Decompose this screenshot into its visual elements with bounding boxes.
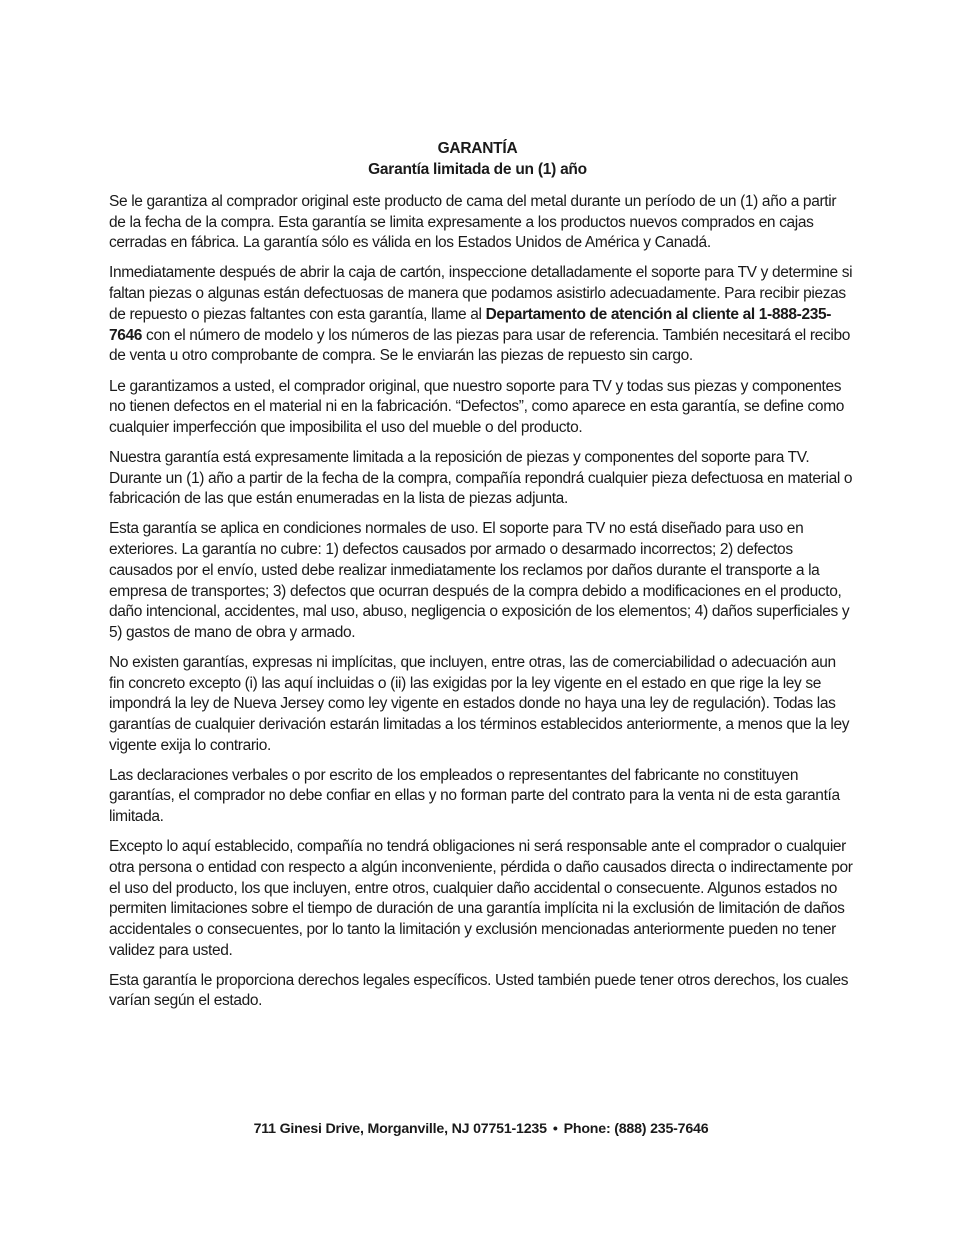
paragraph-inspection (109, 263, 854, 367)
paragraph-liability: Excepto lo aquí establecido, compañía no tendrá obligaciones ni será responsable ante el comprador o cualquier otra persona o entidad con respecto a algún inconveniente, pérdida o daño causados directa o indirectamente por el uso del producto, los que incluyen, entre otros, cualquier daño accidental o consecuente. Algunos estados no permiten limitaciones sobre el tiempo de duración de una garantía implícita ni la exclusión de limitación de daños accidentales o consecuentes, por lo tanto la limitación y exclusión mencionadas anteriormente pueden no tener validez para usted. (109, 838, 853, 959)
paragraph-coverage: Se le garantiza al comprador original este producto de cama del metal durante un período de un (1) año a partir de la fecha de la compra. Esta garantía se limita expresamente a los productos nuevos comprados en cajas cerradas en fábrica. La garantía sólo es válida en los Estados Unidos de América y Canadá. (109, 193, 837, 252)
footer-contact-line (254, 1121, 709, 1137)
page-subtitle: Garantía limitada de un (1) año (368, 161, 587, 178)
warranty-body (109, 192, 854, 1021)
paragraph-defects: Le garantizamos a usted, el comprador original, que nuestro soporte para TV y todas sus piezas y componentes no tienen defectos en el material ni en la fabricación. “Defectos”, como aparece en esta garantía, se define como cualquier imperfección que imposibilita el uso del mueble o del producto. (109, 377, 845, 437)
paragraph-no-warranties: No existen garantías, expresas ni implícitas, que incluyen, entre otras, las de comerciabilidad o adecuación aun fin concreto excepto (i) las aquí incluidas o (ii) las exigidas por la ley vigente en el estado en que rige la ley se impondrá la ley de Nueva Jersey como ley vigente en estados donde no haya una ley de regulación). Todas las garantías de cualquier derivación estarán limitadas a los términos establecidos anteriormente, a menos que la ley vigente exija lo contrario. (109, 653, 850, 754)
footer-address: 711 Ginesi Drive, Morganville, NJ 07751-1235 (253, 1121, 547, 1137)
warranty-heading (109, 138, 846, 180)
customer-service-phone: Departamento de atención al cliente al 1-888-235-7646 (109, 305, 832, 344)
footer-separator: • (552, 1121, 558, 1137)
footer-phone: Phone: (888) 235-7646 (563, 1121, 709, 1137)
paragraph-inspection-text-2: con el número de modelo y los números de las piezas para usar de referencia. También necesitará el recibo de venta u otro comprobante de compra. Se le enviarán las piezas de repuesto sin cargo. (109, 326, 850, 365)
page-title: GARANTÍA (437, 140, 518, 157)
paragraph-rights: Esta garantía le proporciona derechos legales específicos. Usted también puede tener otros derechos, los cuales varían según el estado. (109, 971, 849, 1010)
paragraph-conditions: Esta garantía se aplica en condiciones normales de uso. El soporte para TV no está diseñado para uso en exteriores. La garantía no cubre: 1) defectos causados por armado o desarmado incorrectos; 2) defectos causados por el envío, usted debe realizar inmediatamente los reclamos por daños durante el transporte a la empresa de transportes; 3) defectos que ocurran después de la compra debido a modificaciones en el producto, daño intencional, accidentes, mal uso, abuso, negligencia o exposición de los elementos; 4) daños superficiales y 5) gastos de mano de obra y armado. (109, 520, 850, 641)
paragraph-inspection-text-1: Inmediatamente después de abrir la caja de cartón, inspeccione detalladamente el soporte para TV y determine si faltan piezas o algunas están defectuosas de manera que podamos asistirlo adecuadamente. Para recibir piezas de repuesto o piezas faltantes con esta garantía, llame al (109, 264, 853, 323)
footer-contact (0, 1119, 954, 1139)
paragraph-statements: Las declaraciones verbales o por escrito de los empleados o representantes del fabricante no constituyen garantías, el comprador no debe confiar en ellas y no forman parte del contrato para la venta ni de esta garantía limitada. (109, 766, 840, 826)
paragraph-limitation: Nuestra garantía está expresamente limitada a la reposición de piezas y componentes del soporte para TV. Durante un (1) año a partir de la fecha de la compra, compañía repondrá cualquier pieza defectuosa en material o fabricación de las que están enumeradas en la lista de piezas adjunta. (109, 449, 853, 508)
